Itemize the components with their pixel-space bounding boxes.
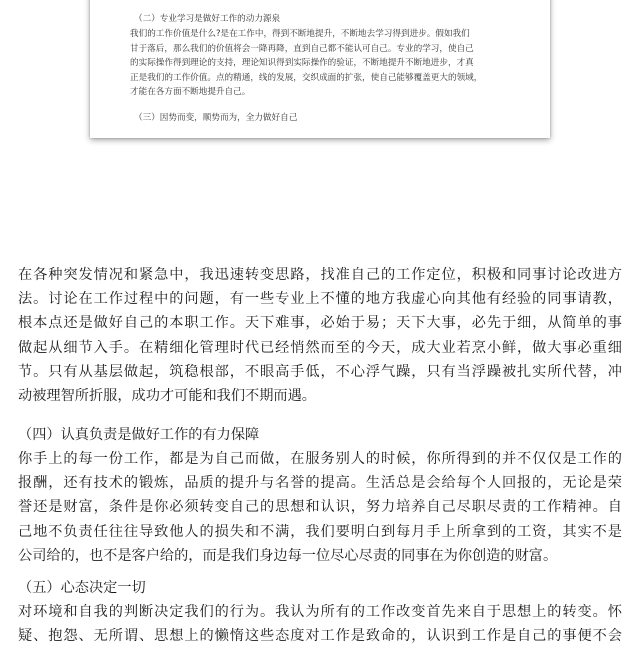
preview-heading-2: （二）专业学习是做好工作的动力源泉 — [134, 14, 281, 24]
paragraph-adaptation — [18, 263, 622, 408]
text-line: 对环境和自我的判断决定我们的行为。我认为所有的工作改变首先来自于思想上的转变。怀 — [18, 604, 622, 620]
preview-line: 正是我们的工作价值。点的精通，线的发展，交织成面的扩张，使自己能够覆盖更大的领域， — [130, 73, 483, 83]
text-line: 报酬，还有技术的锻炼，品质的提升与名誉的提高。生活总是会给每个人回报的，无论是荣 — [18, 475, 622, 492]
text-line: 己地不负责任往往导致他人的损失和不满，我们要明白到每月手上所拿到的工资，其实不是 — [18, 523, 622, 540]
paragraph-responsibility — [18, 447, 622, 568]
text-line: 动被理智所折服，成功才可能和我们不期而遇。 — [18, 388, 316, 405]
section-heading-4: （四）认真负责是做好工作的有力保障 — [18, 427, 260, 443]
preview-heading-3: （三）因势而变，顺势而为，全力做好自己 — [134, 113, 298, 123]
preview-line: 才能在各方面不断地提升自己。 — [130, 87, 251, 97]
paragraph-attitude — [18, 600, 622, 648]
preview-line: 的实际操作得到理论的支持，理论知识得到实际操作的验证，不断地提升不断地进步，才真 — [130, 58, 474, 68]
preview-line: 甘于落后，那么我们的价值将会一降再降，直到自己都不能认可自己。专业的学习，使自己 — [130, 44, 474, 54]
preview-line: 我们的工作价值是什么?是在工作中，得到不断地提升，不断地去学习得到进步。假如我们 — [130, 29, 470, 39]
text-line: 公司给的，也不是客户给的，而是我们身边每一位尽心尽责的同事在为你创造的财富。 — [18, 547, 558, 564]
document-preview-card — [90, 0, 550, 138]
text-line: 根本点还是做好自己的本职工作。天下难事，必始于易；天下大事，必先于细，从简单的事 — [18, 315, 622, 332]
text-line: 做起从细节入手。在精细化管理时代已经悄然而至的今天，成大业若烹小鲜，做大事必重细 — [18, 339, 622, 356]
text-line: 疑、抱怨、无所谓、思想上的懒惰这些态度对工作是致命的，认识到工作是自己的事便不会 — [18, 628, 622, 645]
preview-cut-line — [130, 0, 379, 1]
text-line: 誉还是财富，条件是你必须转变自己的思想和认识，努力培养自己尽职尽责的工作精神。自 — [18, 499, 622, 516]
text-line: 法。讨论在工作过程中的问题，有一些专业上不懂的地方我虚心向其他有经验的同事请教， — [18, 291, 622, 308]
text-line: 在各种突发情况和紧急中，我迅速转变思路，找准自己的工作定位，积极和同事讨论改进方 — [18, 267, 622, 283]
text-line: 节。只有从基层做起，筑稳根部，不眼高手低，不心浮气躁，只有当浮躁被扎实所代替，冲 — [18, 363, 622, 380]
text-line: 你手上的每一份工作，都是为自己而做，在服务别人的时候，你所得到的并不仅仅是工作的 — [18, 451, 622, 467]
section-heading-5: （五）心态决定一切 — [18, 580, 146, 596]
